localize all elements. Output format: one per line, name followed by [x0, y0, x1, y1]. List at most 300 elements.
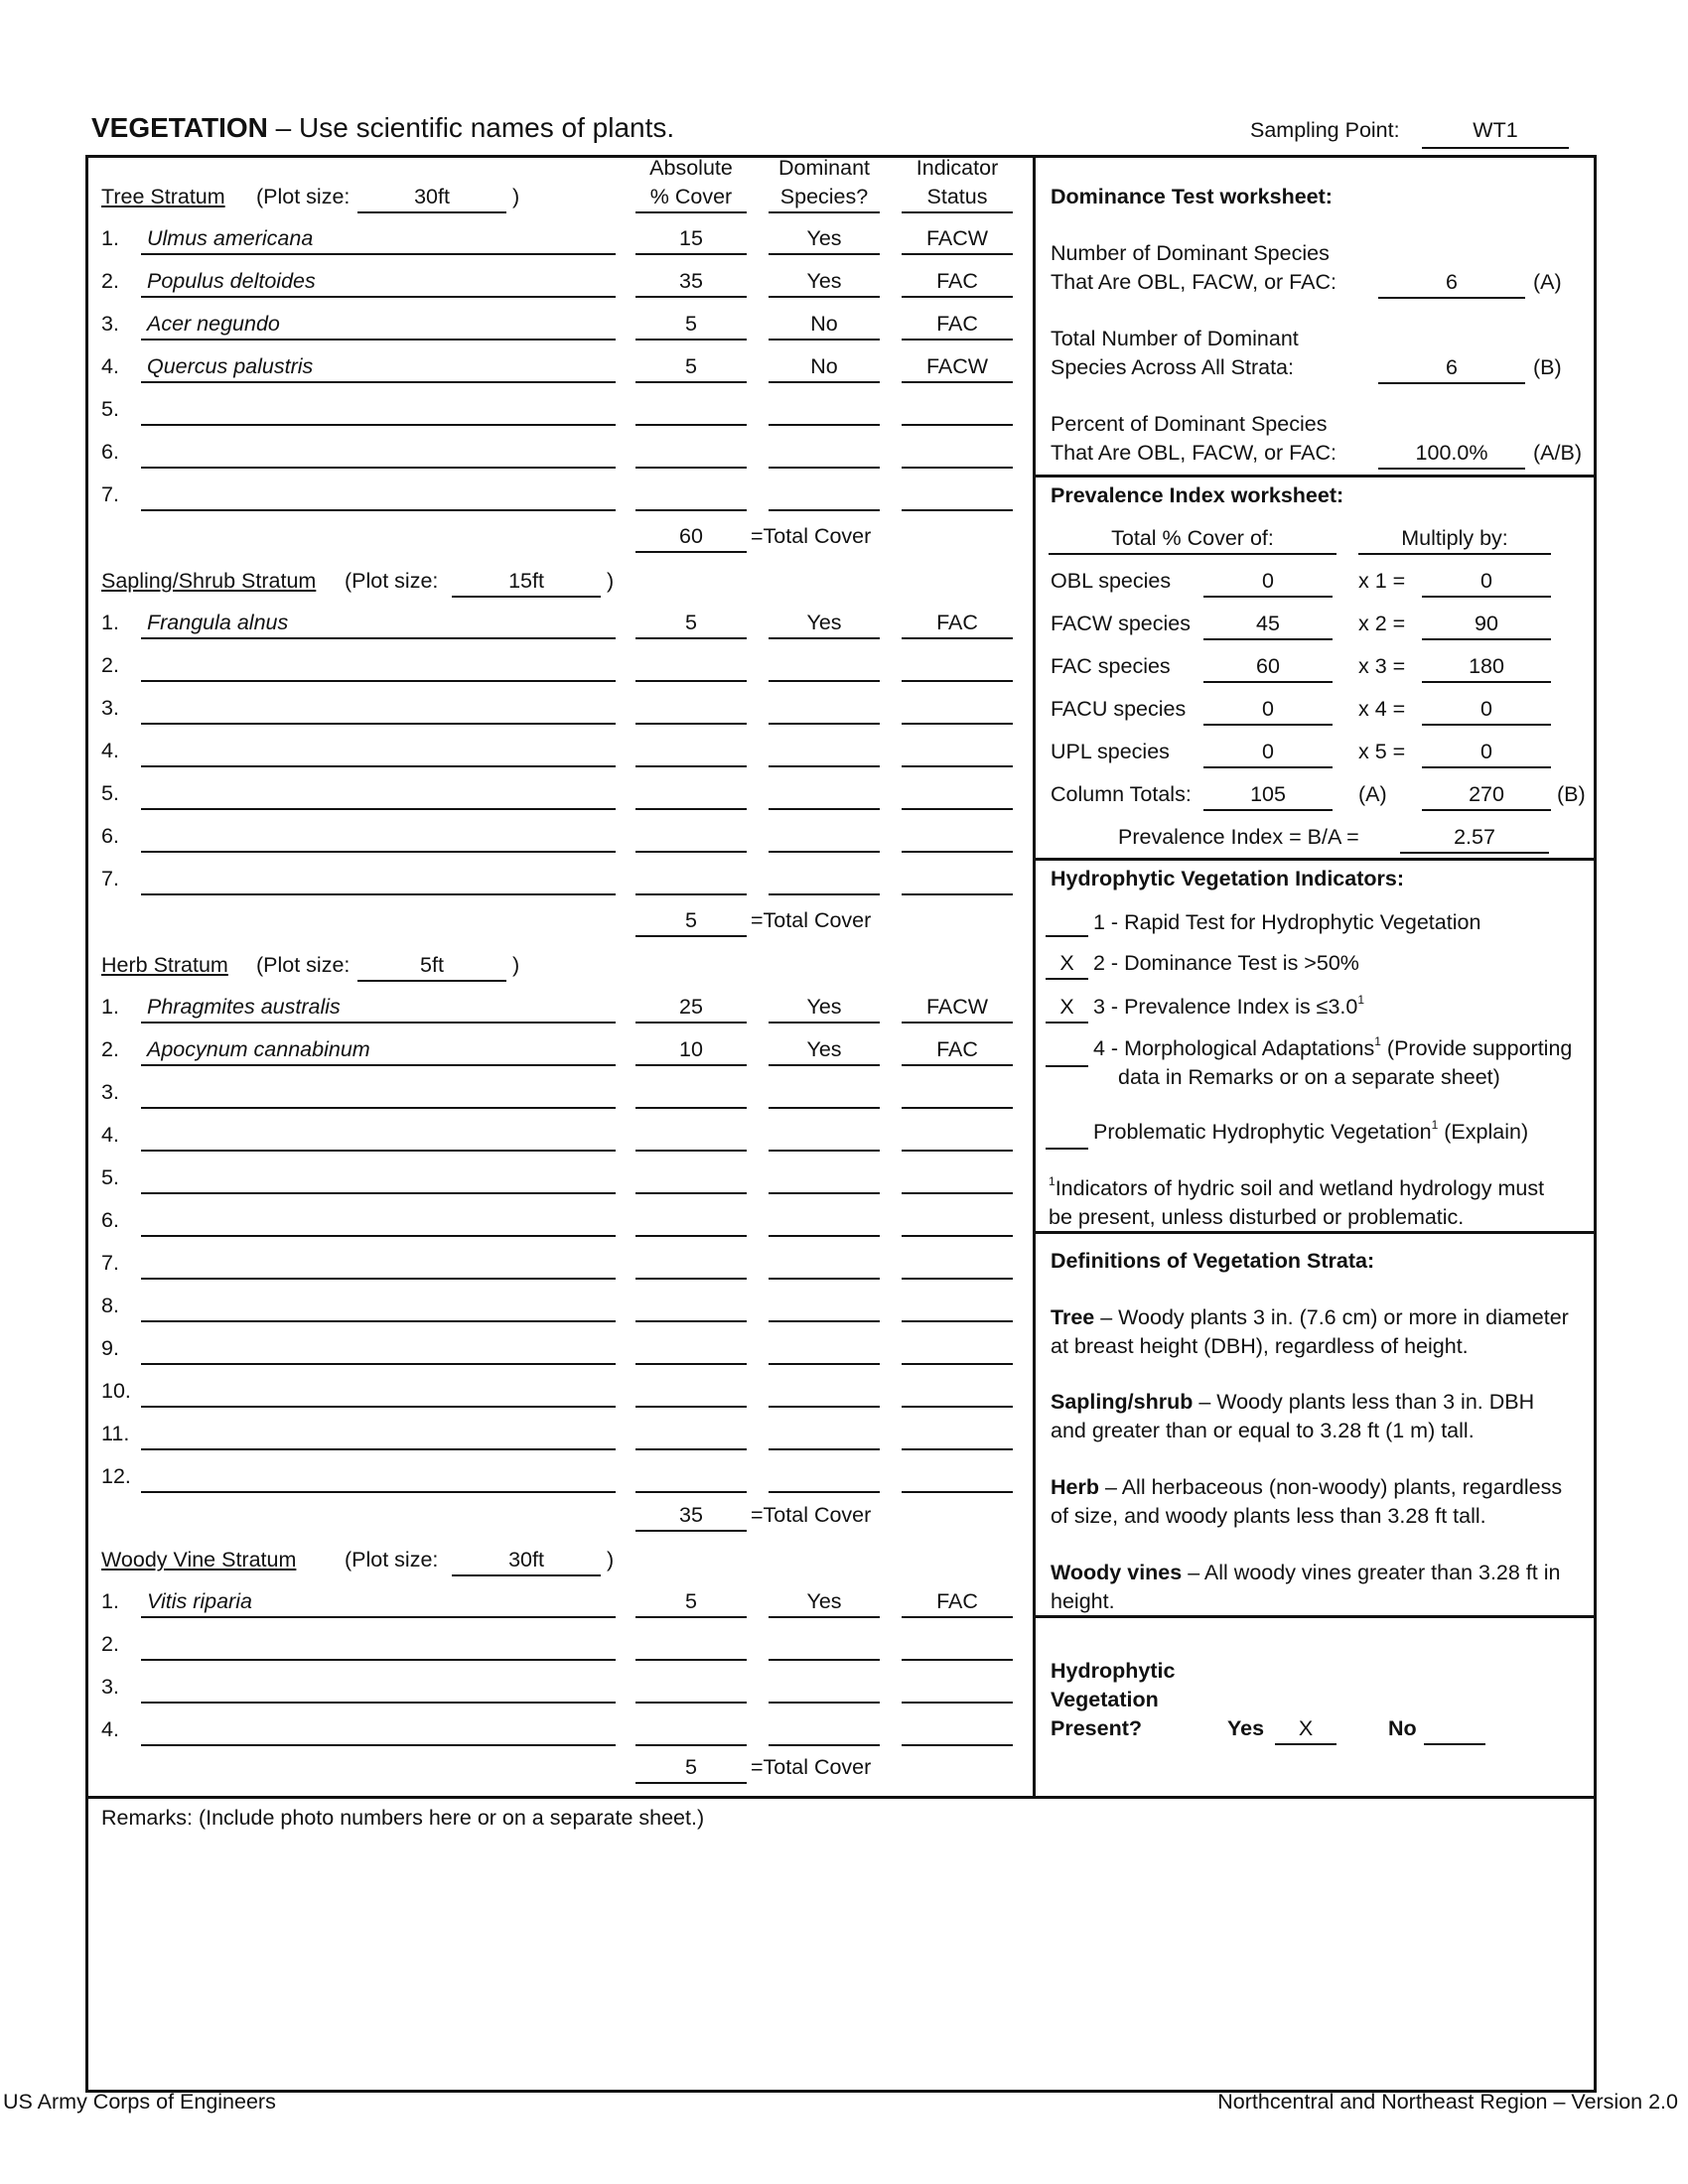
- plot-size-field[interactable]: 30ft: [508, 1548, 544, 1571]
- indicators-title: Hydrophytic Vegetation Indicators:: [1051, 867, 1404, 890]
- dominant-underline: [769, 381, 880, 383]
- plot-size-field[interactable]: 15ft: [508, 569, 544, 593]
- col-dominant-underline: [769, 211, 880, 213]
- definition-herb-line1: – All herbaceous (non-woody) plants, regardless: [1098, 1475, 1563, 1499]
- dominant-underline: [769, 1448, 880, 1450]
- indicator-3-sup: 1: [1357, 993, 1365, 1007]
- definition-herb-term: Herb: [1051, 1475, 1099, 1499]
- present-yes-underline: [1275, 1743, 1336, 1745]
- col-absolute-underline: [635, 211, 747, 213]
- cover-underline: [635, 253, 747, 255]
- dominant-field[interactable]: No: [810, 312, 838, 336]
- indicator-status-field[interactable]: FACW: [925, 995, 989, 1019]
- definition-sapling: [1051, 1392, 1534, 1414]
- indicator-underline: [902, 1064, 1013, 1066]
- prevalence-product-field[interactable]: 0: [1480, 569, 1492, 593]
- indicator-underline: [902, 1150, 1013, 1152]
- cover-underline: [635, 467, 747, 469]
- stratum-title: Sapling/Shrub Stratum: [101, 569, 317, 593]
- indicator-4-text: 4 - Morphological Adaptations: [1093, 1036, 1375, 1060]
- cover-field[interactable]: 5: [685, 611, 697, 634]
- species-name-field[interactable]: Phragmites australis: [147, 995, 341, 1019]
- dominance-b-underline: [1378, 382, 1525, 384]
- form-title: VEGETATION: [91, 112, 268, 143]
- prevalence-product-underline: [1422, 766, 1551, 768]
- frame-right: [1594, 155, 1597, 2093]
- dominant-underline: [769, 467, 880, 469]
- total-cover-field[interactable]: 5: [685, 908, 697, 932]
- prevalence-title: Prevalence Index worksheet:: [1051, 483, 1344, 507]
- indicator-underline: [902, 1702, 1013, 1704]
- footer-right: Northcentral and Northeast Region – Version 2.0: [1217, 2090, 1678, 2114]
- col-dominant-1: Dominant: [777, 156, 870, 180]
- dominance-a-line1: Number of Dominant Species: [1051, 241, 1330, 265]
- form-subtitle: – Use scientific names of plants.: [275, 112, 675, 143]
- definition-sapling-line1: – Woody plants less than 3 in. DBH: [1193, 1390, 1535, 1414]
- cover-field[interactable]: 15: [679, 226, 703, 250]
- present-label-3: Present?: [1051, 1716, 1143, 1740]
- species-underline: [141, 1278, 616, 1280]
- species-underline: [141, 1022, 616, 1024]
- dominant-underline: [769, 1150, 880, 1152]
- dominant-underline: [769, 808, 880, 810]
- indicator-underline: [902, 1616, 1013, 1618]
- dominant-underline: [769, 1022, 880, 1024]
- prevalence-row-label: UPL species: [1051, 740, 1170, 763]
- prevalence-multiplier: x 4 =: [1358, 697, 1406, 721]
- prevalence-tag-b: (B): [1557, 782, 1586, 806]
- prevalence-col-total: Total % Cover of:: [1111, 526, 1274, 550]
- plot-size-label: (Plot size:: [345, 1548, 439, 1571]
- plot-size-label: (Plot size:: [256, 953, 351, 977]
- prevalence-row-label: FAC species: [1051, 654, 1171, 678]
- prevalence-tag-a: (A): [1358, 782, 1387, 806]
- species-underline: [141, 1192, 616, 1194]
- prevalence-multiplier: x 2 =: [1358, 612, 1406, 635]
- indicator-4-label: [1093, 1034, 1573, 1060]
- row-number: 3.: [101, 1675, 119, 1699]
- total-cover-underline: [635, 551, 747, 553]
- indicator-underline: [902, 1278, 1013, 1280]
- indicator-5-tail: (Explain): [1438, 1120, 1529, 1144]
- indicator-status-field[interactable]: FAC: [936, 611, 978, 634]
- row-number: 2.: [101, 653, 119, 677]
- cover-field[interactable]: 5: [685, 354, 697, 378]
- definition-vines-term: Woody vines: [1051, 1561, 1183, 1584]
- cover-underline: [635, 296, 747, 298]
- prevalence-cover-field[interactable]: 45: [1256, 612, 1280, 635]
- row-number: 12.: [101, 1464, 131, 1488]
- dominance-ab-field[interactable]: 100.0%: [1415, 441, 1488, 465]
- indicator-underline: [902, 509, 1013, 511]
- plot-size-close: ): [607, 569, 615, 593]
- species-underline: [141, 1616, 616, 1618]
- prevalence-product-field[interactable]: 0: [1480, 697, 1492, 721]
- plot-size-close: ): [607, 1548, 615, 1571]
- definition-vines: [1051, 1563, 1560, 1584]
- dominant-underline: [769, 1616, 880, 1618]
- indicator-underline: [902, 1022, 1013, 1024]
- remarks-divider: [85, 1796, 1597, 1799]
- species-underline: [141, 1107, 616, 1109]
- stratum-title: Herb Stratum: [101, 953, 228, 977]
- cover-underline: [635, 1406, 747, 1408]
- prevalence-total-a-field[interactable]: 105: [1250, 782, 1286, 806]
- indicator-underline: [902, 1659, 1013, 1661]
- dominant-field[interactable]: Yes: [806, 1037, 842, 1061]
- dominant-underline: [769, 851, 880, 853]
- cover-underline: [635, 339, 747, 341]
- indicator-underline: [902, 467, 1013, 469]
- indicator-4-line2: data in Remarks or on a separate sheet): [1118, 1065, 1500, 1089]
- row-number: 6.: [101, 824, 119, 848]
- definition-tree: [1051, 1307, 1569, 1329]
- col-indicator-2: Status: [926, 185, 988, 208]
- dominant-underline: [769, 1320, 880, 1322]
- dominance-a-field[interactable]: 6: [1446, 270, 1458, 294]
- col-absolute-1: Absolute: [649, 156, 733, 180]
- indicator-3-label: [1093, 993, 1365, 1019]
- species-underline: [141, 1744, 616, 1746]
- row-number: 8.: [101, 1294, 119, 1317]
- row-number: 2.: [101, 1037, 119, 1061]
- definition-sapling-term: Sapling/shrub: [1051, 1390, 1194, 1414]
- species-underline: [141, 851, 616, 853]
- indicator-underline: [902, 1744, 1013, 1746]
- indicator-status-field[interactable]: FAC: [936, 269, 978, 293]
- definition-tree-line1: – Woody plants 3 in. (7.6 cm) or more in diameter: [1094, 1305, 1569, 1329]
- sampling-point-field[interactable]: WT1: [1473, 118, 1518, 142]
- dominant-underline: [769, 1491, 880, 1493]
- dominant-underline: [769, 1363, 880, 1365]
- row-number: 2.: [101, 269, 119, 293]
- indicator-status-field[interactable]: FACW: [925, 354, 989, 378]
- prevalence-product-underline: [1422, 681, 1551, 683]
- col-indicator-underline: [902, 211, 1013, 213]
- dominant-underline: [769, 1659, 880, 1661]
- footnote-sup: 1: [1049, 1174, 1055, 1188]
- cover-field[interactable]: 5: [685, 1589, 697, 1613]
- row-number: 3.: [101, 312, 119, 336]
- row-number: 5.: [101, 781, 119, 805]
- plot-size-underline: [452, 596, 601, 598]
- indicator-5-sup: 1: [1431, 1118, 1439, 1132]
- prevalence-product-field[interactable]: 0: [1480, 740, 1492, 763]
- cover-underline: [635, 851, 747, 853]
- indicator-underline: [902, 1448, 1013, 1450]
- species-underline: [141, 1320, 616, 1322]
- present-yes-label: Yes: [1227, 1716, 1265, 1740]
- prevalence-cover-underline: [1203, 766, 1333, 768]
- dominance-a-underline: [1378, 297, 1525, 299]
- prevalence-product-underline: [1422, 638, 1551, 640]
- species-underline: [141, 1064, 616, 1066]
- sampling-point-underline: [1422, 147, 1569, 149]
- dominant-field[interactable]: Yes: [806, 226, 842, 250]
- plot-size-label: (Plot size:: [256, 185, 351, 208]
- dominant-underline: [769, 1702, 880, 1704]
- indicator-1-label: 1 - Rapid Test for Hydrophytic Vegetation: [1093, 910, 1481, 934]
- indicator-underline: [902, 637, 1013, 639]
- indicator-status-field[interactable]: FAC: [936, 1589, 978, 1613]
- row-number: 4.: [101, 1717, 119, 1741]
- cover-underline: [635, 1616, 747, 1618]
- prevalence-col-multiply: Multiply by:: [1401, 526, 1508, 550]
- cover-underline: [635, 1363, 747, 1365]
- indicator-underline: [902, 424, 1013, 426]
- prevalence-index-label: Prevalence Index = B/A =: [1118, 825, 1359, 849]
- plot-size-close: ): [512, 185, 520, 208]
- dominant-underline: [769, 680, 880, 682]
- species-underline: [141, 723, 616, 725]
- cover-underline: [635, 1702, 747, 1704]
- dominant-underline: [769, 296, 880, 298]
- prevalence-product-field[interactable]: 90: [1475, 612, 1498, 635]
- dominance-b-field[interactable]: 6: [1446, 355, 1458, 379]
- indicator-underline: [902, 1107, 1013, 1109]
- species-name-field[interactable]: Frangula alnus: [147, 611, 289, 634]
- plot-size-underline: [357, 980, 506, 982]
- cover-underline: [635, 1064, 747, 1066]
- indicator-2-label: 2 - Dominance Test is >50%: [1093, 951, 1359, 975]
- prevalence-totals-label: Column Totals:: [1051, 782, 1192, 806]
- definition-vines-line1: – All woody vines greater than 3.28 ft in: [1182, 1561, 1561, 1584]
- plot-size-label: (Plot size:: [345, 569, 439, 593]
- cover-underline: [635, 1448, 747, 1450]
- species-underline: [141, 1406, 616, 1408]
- cover-field[interactable]: 25: [679, 995, 703, 1019]
- species-name-field[interactable]: Quercus palustris: [147, 354, 314, 378]
- dominance-b-line1: Total Number of Dominant: [1051, 327, 1299, 350]
- dominant-field[interactable]: No: [810, 354, 838, 378]
- prevalence-multiplier: x 1 =: [1358, 569, 1406, 593]
- dominance-b-tag: (B): [1533, 355, 1562, 379]
- page-title: [91, 114, 674, 142]
- prevalence-cover-field[interactable]: 60: [1256, 654, 1280, 678]
- prevalence-product-underline: [1422, 724, 1551, 726]
- dominance-ab-line1: Percent of Dominant Species: [1051, 412, 1328, 436]
- cover-underline: [635, 808, 747, 810]
- species-underline: [141, 1491, 616, 1493]
- dominant-underline: [769, 723, 880, 725]
- sampling-point-label: Sampling Point:: [1250, 118, 1400, 142]
- cover-field[interactable]: 35: [679, 269, 703, 293]
- prevalence-total-b-field[interactable]: 270: [1469, 782, 1504, 806]
- indicator-4-sup: 1: [1374, 1034, 1381, 1048]
- prevalence-index-field[interactable]: 2.57: [1454, 825, 1495, 849]
- cover-underline: [635, 765, 747, 767]
- indicator-underline: [902, 851, 1013, 853]
- species-underline: [141, 1235, 616, 1237]
- row-number: 7.: [101, 482, 119, 506]
- present-label-2: Vegetation: [1051, 1688, 1159, 1711]
- dominant-field[interactable]: Yes: [806, 611, 842, 634]
- species-name-field[interactable]: Acer negundo: [147, 312, 280, 336]
- prevalence-product-field[interactable]: 180: [1469, 654, 1504, 678]
- dominant-field[interactable]: Yes: [806, 1589, 842, 1613]
- present-yes-field[interactable]: X: [1298, 1716, 1314, 1740]
- prevalence-cover-field[interactable]: 0: [1262, 569, 1274, 593]
- definition-vines-line2: height.: [1051, 1589, 1115, 1613]
- total-cover-label: =Total Cover: [751, 908, 872, 932]
- row-number: 2.: [101, 1632, 119, 1656]
- species-underline: [141, 296, 616, 298]
- cover-underline: [635, 509, 747, 511]
- present-label-1: Hydrophytic: [1051, 1659, 1176, 1683]
- total-cover-underline: [635, 1782, 747, 1784]
- stratum-title: Tree Stratum: [101, 185, 225, 208]
- indicator-underline: [902, 253, 1013, 255]
- indicator-4-checkbox[interactable]: [1046, 1065, 1088, 1067]
- plot-size-close: ): [512, 953, 520, 977]
- col-absolute-2: % Cover: [649, 185, 733, 208]
- definition-sapling-line2: and greater than or equal to 3.28 ft (1 m) tall.: [1051, 1419, 1475, 1442]
- total-cover-field[interactable]: 35: [679, 1503, 703, 1527]
- indicator-underline: [902, 808, 1013, 810]
- dominant-field[interactable]: Yes: [806, 269, 842, 293]
- row-number: 1.: [101, 995, 119, 1019]
- row-number: 7.: [101, 867, 119, 890]
- indicator-underline: [902, 1235, 1013, 1237]
- row-number: 10.: [101, 1379, 131, 1403]
- total-cover-underline: [635, 1530, 747, 1532]
- cover-underline: [635, 637, 747, 639]
- indicator-underline: [902, 1363, 1013, 1365]
- dominance-title: Dominance Test worksheet:: [1051, 185, 1333, 208]
- indicator-status-field[interactable]: FACW: [925, 226, 989, 250]
- dominance-a-tag: (A): [1533, 270, 1562, 294]
- total-cover-label: =Total Cover: [751, 524, 872, 548]
- row-number: 1.: [101, 1589, 119, 1613]
- cover-field[interactable]: 5: [685, 312, 697, 336]
- cover-underline: [635, 1659, 747, 1661]
- prevalence-total-b-underline: [1422, 809, 1551, 811]
- species-underline: [141, 1702, 616, 1704]
- indicator-status-field[interactable]: FAC: [936, 312, 978, 336]
- indicator-underline: [902, 296, 1013, 298]
- row-number: 11.: [101, 1422, 130, 1445]
- species-underline: [141, 509, 616, 511]
- plot-size-underline: [452, 1574, 601, 1576]
- remarks-textarea[interactable]: [91, 1839, 1589, 2085]
- prevalence-col-total-underline: [1049, 553, 1336, 555]
- dominant-underline: [769, 253, 880, 255]
- indicator-underline: [902, 381, 1013, 383]
- species-underline: [141, 253, 616, 255]
- prevalence-index-underline: [1400, 852, 1549, 854]
- prevalence-cover-field[interactable]: 0: [1262, 697, 1274, 721]
- indicator-5-label: [1093, 1118, 1529, 1144]
- indicator-underline: [902, 765, 1013, 767]
- row-number: 5.: [101, 1165, 119, 1189]
- cover-underline: [635, 1320, 747, 1322]
- species-underline: [141, 1150, 616, 1152]
- total-cover-field[interactable]: 60: [679, 524, 703, 548]
- species-underline: [141, 637, 616, 639]
- species-underline: [141, 424, 616, 426]
- dominance-ab-line2: That Are OBL, FACW, or FAC:: [1051, 441, 1336, 465]
- prevalence-cover-underline: [1203, 638, 1333, 640]
- row-number: 5.: [101, 397, 119, 421]
- dominant-underline: [769, 765, 880, 767]
- cover-field[interactable]: 10: [679, 1037, 703, 1061]
- present-no-label: No: [1388, 1716, 1417, 1740]
- dominant-underline: [769, 893, 880, 895]
- species-name-field[interactable]: Vitis riparia: [147, 1589, 252, 1613]
- prevalence-row-label: FACW species: [1051, 612, 1191, 635]
- prevalence-multiplier: x 3 =: [1358, 654, 1406, 678]
- prevalence-product-underline: [1422, 596, 1551, 598]
- species-underline: [141, 1659, 616, 1661]
- dominant-underline: [769, 424, 880, 426]
- dominance-ab-tag: (A/B): [1533, 441, 1582, 465]
- indicators-footnote-1: [1049, 1174, 1545, 1200]
- dominant-underline: [769, 1192, 880, 1194]
- prevalence-row-label: OBL species: [1051, 569, 1172, 593]
- species-underline: [141, 765, 616, 767]
- row-number: 1.: [101, 226, 119, 250]
- dominant-underline: [769, 1406, 880, 1408]
- cover-underline: [635, 1278, 747, 1280]
- footnote-text: Indicators of hydric soil and wetland hydrology must: [1055, 1176, 1545, 1200]
- total-cover-label: =Total Cover: [751, 1503, 872, 1527]
- divider-indicators: [1033, 858, 1597, 861]
- indicator-underline: [902, 680, 1013, 682]
- row-number: 3.: [101, 696, 119, 720]
- plot-size-field[interactable]: 30ft: [414, 185, 450, 208]
- indicator-status-field[interactable]: FAC: [936, 1037, 978, 1061]
- prevalence-row-label: FACU species: [1051, 697, 1187, 721]
- dominant-underline: [769, 509, 880, 511]
- present-no-underline: [1424, 1743, 1485, 1745]
- cover-underline: [635, 1491, 747, 1493]
- plot-size-field[interactable]: 5ft: [420, 953, 444, 977]
- total-cover-label: =Total Cover: [751, 1755, 872, 1779]
- prevalence-col-multiply-underline: [1358, 553, 1551, 555]
- total-cover-field[interactable]: 5: [685, 1755, 697, 1779]
- species-name-field[interactable]: Ulmus americana: [147, 226, 314, 250]
- row-number: 4.: [101, 1123, 119, 1147]
- dominance-a-line2: That Are OBL, FACW, or FAC:: [1051, 270, 1336, 294]
- indicators-footnote-2: be present, unless disturbed or problematic.: [1049, 1205, 1465, 1229]
- species-name-field[interactable]: Apocynum cannabinum: [147, 1037, 370, 1061]
- total-cover-underline: [635, 935, 747, 937]
- dominant-field[interactable]: Yes: [806, 995, 842, 1019]
- indicator-2-checkbox[interactable]: X: [1059, 951, 1074, 975]
- dominant-underline: [769, 1064, 880, 1066]
- cover-underline: [635, 680, 747, 682]
- cover-underline: [635, 381, 747, 383]
- indicator-underline: [902, 339, 1013, 341]
- row-number: 6.: [101, 440, 119, 464]
- indicator-underline: [902, 893, 1013, 895]
- species-name-field[interactable]: Populus deltoides: [147, 269, 316, 293]
- indicator-3-checkbox[interactable]: X: [1059, 995, 1074, 1019]
- divider-present: [1033, 1615, 1597, 1618]
- row-number: 4.: [101, 354, 119, 378]
- row-number: 4.: [101, 739, 119, 762]
- indicator-3-text: 3 - Prevalence Index is ≤3.0: [1093, 995, 1358, 1019]
- dominant-underline: [769, 637, 880, 639]
- indicator-underline: [902, 723, 1013, 725]
- species-underline: [141, 680, 616, 682]
- cover-underline: [635, 1022, 747, 1024]
- cover-underline: [635, 1107, 747, 1109]
- indicator-5-checkbox[interactable]: [1046, 1148, 1088, 1150]
- dominant-underline: [769, 339, 880, 341]
- prevalence-cover-field[interactable]: 0: [1262, 740, 1274, 763]
- dominant-underline: [769, 1744, 880, 1746]
